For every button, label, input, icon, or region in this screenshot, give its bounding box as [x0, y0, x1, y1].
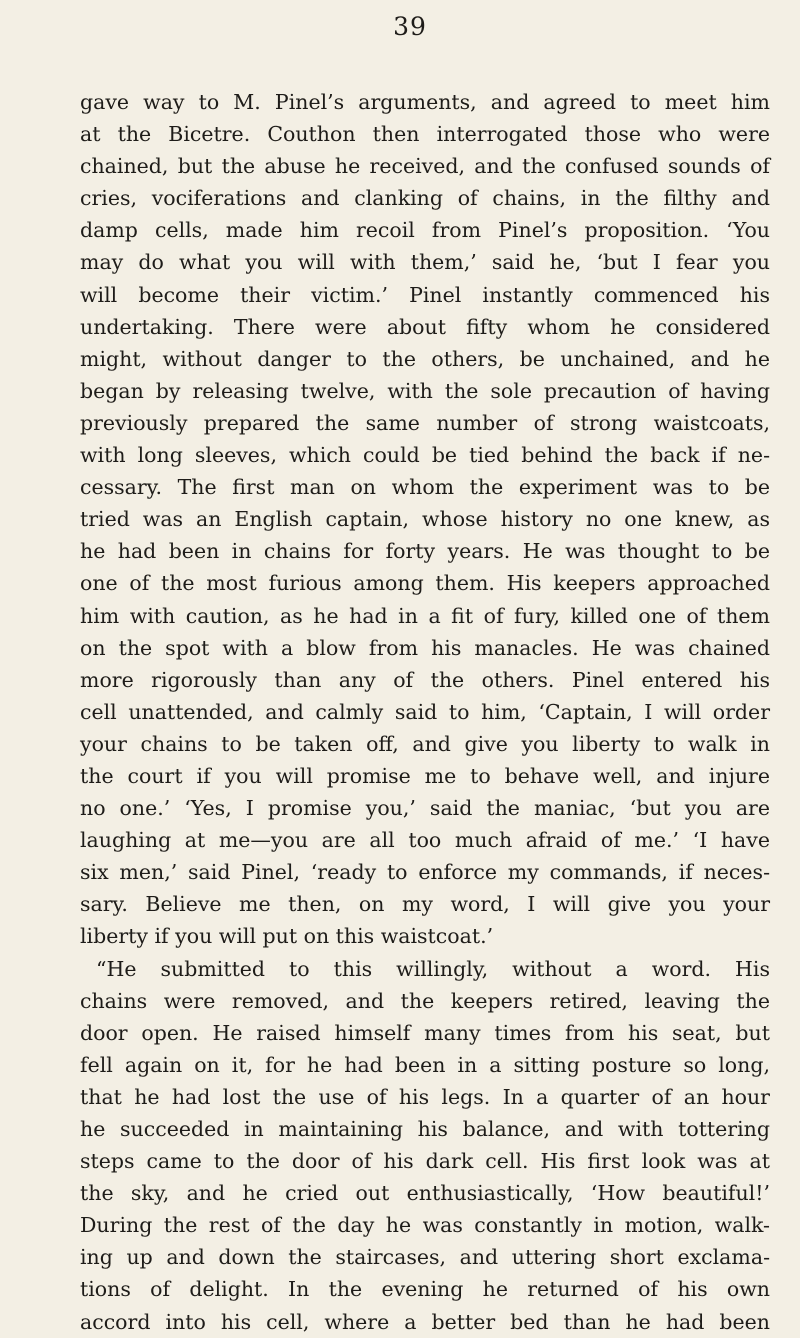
body-text — [80, 86, 770, 1338]
text-line: him with caution, as he had in a fit of fury, killed one of them — [80, 603, 770, 628]
text-line: sary. Believe me then, on my word, I will give you your — [80, 892, 770, 917]
text-line: accord into his cell, where a better bed than he had been — [80, 1309, 770, 1334]
text-line: at the Bicetre. Couthon then interrogated those who were — [80, 122, 770, 147]
text-line: chained, but the abuse he received, and the confused sounds of — [80, 154, 770, 179]
text-line: the sky, and he cried out enthusiastically, ‘How beautiful!’ — [80, 1181, 770, 1206]
text-line: with long sleeves, which could be tied behind the back if ne- — [80, 443, 770, 468]
text-line: he succeeded in maintaining his balance, and with tottering — [80, 1117, 770, 1141]
text-line: might, without danger to the others, be unchained, and he — [80, 346, 770, 371]
text-line: on the spot with a blow from his manacles. He was chained — [80, 635, 770, 660]
text-line: gave way to M. Pinel’s arguments, and agreed to meet him — [80, 90, 770, 114]
text-line: began by releasing twelve, with the sole precaution of having — [80, 378, 770, 403]
text-line: that he had lost the use of his legs. In a quarter of an hour — [80, 1084, 770, 1109]
text-line: damp cells, made him recoil from Pinel’s proposition. ‘You — [80, 218, 770, 243]
text-line: previously prepared the same number of strong waistcoats, — [80, 410, 770, 435]
text-line: cries, vociferations and clanking of chains, in the filthy and — [80, 186, 770, 211]
text-line: will become their victim.’ Pinel instantly commenced his — [80, 282, 770, 307]
text-line: the court if you will promise me to behave well, and injure — [80, 763, 770, 788]
text-line: chains were removed, and the keepers retired, leaving the — [80, 988, 770, 1013]
text-line: he had been in chains for forty years. He was thought to be — [80, 539, 770, 564]
text-line: tions of delight. In the evening he returned of his own — [80, 1277, 770, 1302]
text-line: laughing at me—you are all too much afraid of me.’ ‘I have — [80, 828, 770, 853]
page-number: 39 — [393, 12, 427, 41]
text-line: During the rest of the day he was constantly in motion, walk- — [80, 1213, 770, 1238]
text-line: six men,’ said Pinel, ‘ready to enforce my commands, if neces- — [80, 860, 770, 885]
text-line: ing up and down the staircases, and uttering short exclama- — [80, 1245, 770, 1270]
text-line: cell unattended, and calmly said to him, ‘Captain, I will order — [80, 699, 770, 724]
text-line: door open. He raised himself many times from his seat, but — [80, 1020, 770, 1045]
text-line: may do what you will with them,’ said he, ‘but I fear you — [80, 250, 770, 275]
text-line: more rigorously than any of the others. Pinel entered his — [80, 667, 770, 692]
text-line: your chains to be taken off, and give you liberty to walk in — [80, 731, 770, 756]
text-line: tried was an English captain, whose history no one knew, as — [80, 507, 770, 532]
text-line: steps came to the door of his dark cell. His first look was at — [80, 1149, 770, 1174]
text-line: liberty if you will put on this waistcoat.’ — [80, 924, 494, 949]
text-line: undertaking. There were about fifty whom he considered — [80, 314, 770, 339]
text-line: cessary. The first man on whom the experiment was to be — [80, 475, 770, 500]
text-line: “He submitted to this willingly, without a word. His — [96, 956, 770, 981]
text-line: no one.’ ‘Yes, I promise you,’ said the maniac, ‘but you are — [80, 796, 770, 821]
text-line: one of the most furious among them. His keepers approached — [80, 571, 770, 596]
text-line: fell again on it, for he had been in a sitting posture so long, — [80, 1052, 770, 1077]
